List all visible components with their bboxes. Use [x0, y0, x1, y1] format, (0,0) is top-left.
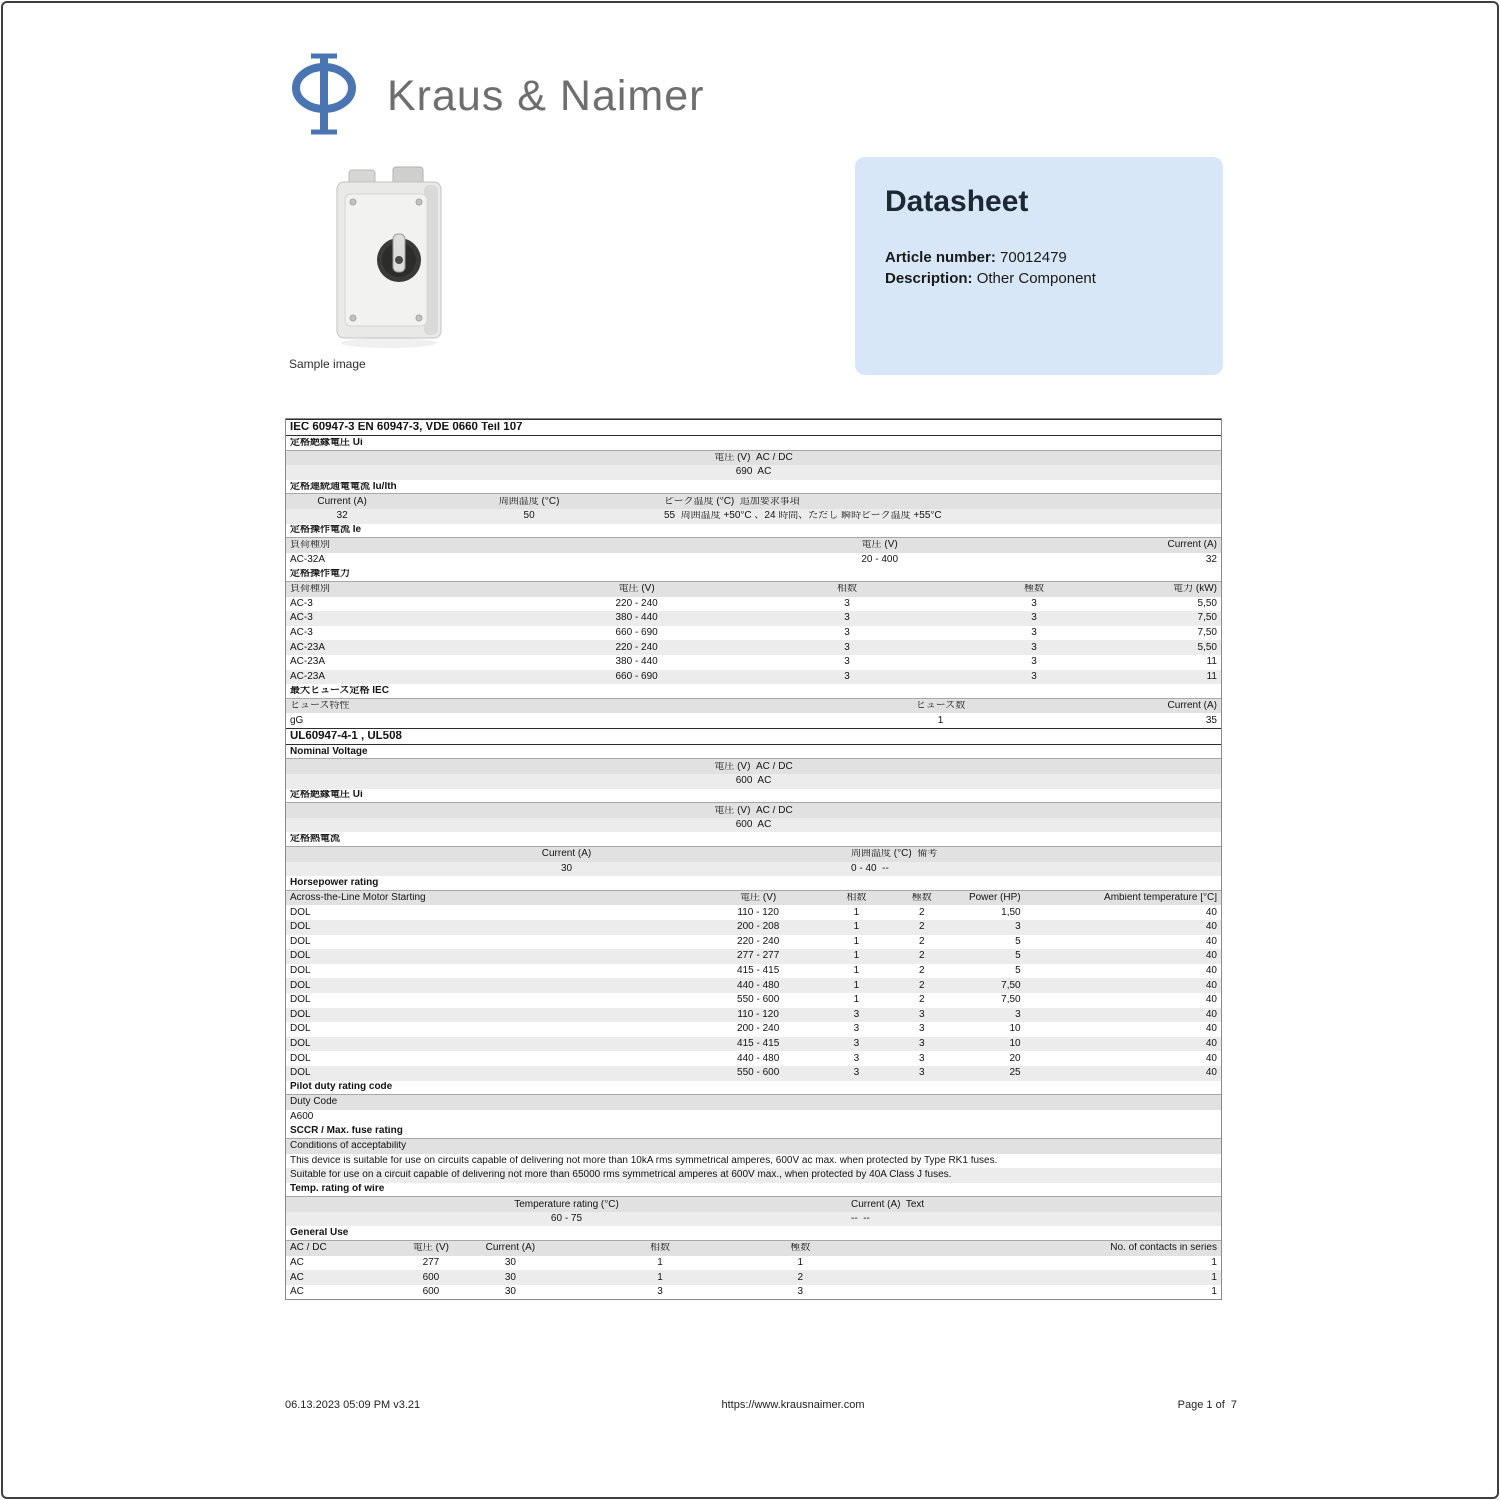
- cell: 200 - 240: [737, 1024, 780, 1035]
- cell: 3: [919, 1024, 925, 1035]
- cell: AC-23A: [290, 642, 326, 653]
- table-row: [286, 905, 1221, 920]
- cell: 20: [1009, 1053, 1021, 1064]
- cell: 3: [919, 1009, 925, 1020]
- cell: 最大ヒューズ定格 IEC: [290, 685, 389, 696]
- cell: 定格熱電流: [290, 834, 340, 845]
- cell: 5: [1015, 951, 1021, 962]
- cell: DOL: [290, 907, 311, 918]
- cell: ヒューズ数: [915, 700, 966, 711]
- cell: 電力 (kW): [1173, 584, 1217, 595]
- cell: 3: [853, 1039, 860, 1050]
- cell: 5,50: [1197, 642, 1217, 653]
- cell: 1: [937, 715, 944, 726]
- article-number-line: [885, 249, 1193, 266]
- description-line: [885, 270, 1193, 287]
- cell: 3: [844, 598, 850, 609]
- cell: 3: [844, 613, 850, 624]
- cell: No. of contacts in series: [1110, 1243, 1217, 1254]
- footer-url[interactable]: https://www.krausnaimer.com: [721, 1399, 865, 1411]
- cell: Across-the-Line Motor Starting: [290, 893, 426, 904]
- cell: 40: [1205, 951, 1217, 962]
- subsection-title-row: [286, 876, 1221, 891]
- cell: 40: [1205, 1068, 1217, 1079]
- cell: 3: [853, 1009, 860, 1020]
- cell: 30: [504, 1272, 516, 1283]
- cell: 定格絶縁電圧 Ui: [290, 437, 363, 448]
- spec-table: [285, 418, 1222, 1300]
- column-header-row: [286, 1139, 1221, 1154]
- cell: Current (A): [541, 849, 592, 860]
- subsection-title-row: [286, 1124, 1221, 1139]
- cell: 20 - 400: [861, 555, 899, 566]
- column-header-row: [286, 803, 1221, 818]
- cell: 3: [657, 1287, 663, 1298]
- cell: 3: [1031, 628, 1037, 639]
- cell: 1: [853, 995, 860, 1006]
- cell: 550 - 600: [737, 1068, 780, 1079]
- description-value: Other Component: [976, 270, 1096, 287]
- cell: 2: [919, 951, 925, 962]
- cell: AC: [290, 1272, 304, 1283]
- column-header-row: [286, 759, 1221, 774]
- cell: 電圧 (V) AC / DC: [714, 805, 793, 816]
- cell: 極数: [790, 1243, 811, 1254]
- table-row: [286, 818, 1221, 833]
- cell: Current (A) Text: [851, 1199, 925, 1210]
- cell: 3: [919, 1053, 925, 1064]
- cell: AC / DC: [290, 1243, 327, 1254]
- cell: General Use: [290, 1228, 349, 1239]
- cell: 負荷種別: [290, 584, 330, 595]
- column-header-row: [286, 699, 1221, 714]
- cell: 2: [919, 907, 925, 918]
- cell: 5: [1015, 966, 1021, 977]
- cell: DOL: [290, 1039, 311, 1050]
- cell: 3: [1015, 922, 1021, 933]
- cell: Ambient temperature [°C]: [1104, 893, 1217, 904]
- cell: 30: [504, 1287, 516, 1298]
- cell: 3: [797, 1287, 803, 1298]
- table-row: [286, 964, 1221, 979]
- cell: 3: [844, 628, 850, 639]
- cell: UL60947-4-1 , UL508: [290, 730, 402, 742]
- cell: 415 - 415: [737, 1039, 780, 1050]
- cell: This device is suitable for use on circuits capable of delivering not more than 10kA rms symmetrical amperes, 600V ac max. when protected by Type RK1 fuses.: [290, 1155, 998, 1166]
- subsection-title-row: [286, 524, 1221, 539]
- table-row: [286, 862, 1221, 877]
- cell: 5,50: [1197, 598, 1217, 609]
- cell: 40: [1205, 1009, 1217, 1020]
- cell: 2: [919, 995, 925, 1006]
- cell: 220 - 240: [615, 598, 658, 609]
- cell: AC-3: [290, 598, 313, 609]
- cell: 相数: [837, 584, 857, 595]
- cell: AC-23A: [290, 657, 326, 668]
- cell: 定格操作電流 Ie: [290, 525, 362, 536]
- table-row: [286, 509, 1221, 524]
- subsection-title-row: [286, 684, 1221, 699]
- cell: Horsepower rating: [290, 878, 379, 889]
- cell: 30: [560, 863, 573, 874]
- cell: Conditions of acceptability: [290, 1141, 407, 1152]
- cell: DOL: [290, 1009, 311, 1020]
- subsection-title-row: [286, 1226, 1221, 1241]
- cell: 40: [1205, 980, 1217, 991]
- column-header-row: [286, 451, 1221, 466]
- subsection-title-row: [286, 832, 1221, 847]
- article-number-label: Article number:: [885, 249, 996, 266]
- cell: 3: [853, 1068, 860, 1079]
- cell: 40: [1205, 1024, 1217, 1035]
- cell: 60 - 75: [550, 1214, 583, 1225]
- cell: 1: [657, 1272, 663, 1283]
- cell: 1: [853, 907, 860, 918]
- cell: -- --: [851, 1214, 870, 1225]
- cell: 3: [1031, 671, 1037, 682]
- cell: 極数: [911, 893, 932, 904]
- cell: 50: [523, 511, 535, 522]
- cell: Duty Code: [290, 1097, 338, 1108]
- cell: IEC 60947-3 EN 60947-3, VDE 0660 Teil 107: [290, 421, 523, 433]
- cell: Suitable for use on a circuit capable of delivering not more than 65000 rms symmetrical amperes at 600V max., when protected by 40A Class J fuses.: [290, 1170, 952, 1181]
- cell: 40: [1205, 1039, 1217, 1050]
- table-row: [286, 1270, 1221, 1285]
- column-header-row: [286, 582, 1221, 597]
- cell: 200 - 208: [737, 922, 780, 933]
- cell: 1: [1211, 1257, 1217, 1268]
- cell: 1: [853, 922, 860, 933]
- cell: 415 - 415: [737, 966, 780, 977]
- table-row: [286, 670, 1221, 685]
- cell: 3: [844, 657, 850, 668]
- cell: 40: [1205, 922, 1217, 933]
- cell: DOL: [290, 936, 311, 947]
- cell: 10: [1009, 1039, 1021, 1050]
- cell: 110 - 120: [737, 907, 779, 918]
- cell: Power (HP): [968, 893, 1021, 904]
- cell: 3: [853, 1024, 860, 1035]
- cell: 3: [844, 642, 850, 653]
- cell: 3: [1031, 598, 1037, 609]
- table-row: [286, 920, 1221, 935]
- subsection-title-row: [286, 789, 1221, 804]
- cell: 600: [422, 1287, 440, 1298]
- cell: 3: [919, 1068, 925, 1079]
- cell: 40: [1205, 995, 1217, 1006]
- cell: 電圧 (V): [740, 893, 777, 904]
- cell: 3: [1031, 642, 1037, 653]
- cell: 1: [1211, 1272, 1217, 1283]
- cell: 0 - 40 --: [851, 863, 889, 874]
- cell: 電圧 (V): [412, 1243, 449, 1254]
- cell: AC-3: [290, 613, 313, 624]
- cell: DOL: [290, 995, 311, 1006]
- cell: DOL: [290, 951, 311, 962]
- cell: 1: [1211, 1287, 1217, 1298]
- subsection-title-row: [286, 567, 1221, 582]
- table-row: [286, 1168, 1221, 1183]
- footer-page-number: Page 1 of 7: [1177, 1399, 1237, 1411]
- cell: 相数: [649, 1243, 670, 1254]
- column-header-row: [286, 538, 1221, 553]
- cell: 相数: [846, 893, 867, 904]
- table-row: [286, 553, 1221, 568]
- cell: 周囲温度 (°C) 備考: [851, 849, 938, 860]
- cell: 3: [853, 1053, 860, 1064]
- cell: 定格連続通電電流 Iu/Ith: [290, 481, 397, 492]
- table-row: [286, 465, 1221, 480]
- cell: 3: [919, 1039, 925, 1050]
- phi-logo-icon: [285, 52, 363, 141]
- cell: 定格操作電力: [290, 569, 350, 580]
- cell: 電圧 (V) AC / DC: [714, 761, 793, 772]
- table-row: [286, 993, 1221, 1008]
- subsection-title-row: [286, 1183, 1221, 1198]
- cell: 周囲温度 (°C): [498, 496, 560, 507]
- cell: 3: [1031, 657, 1037, 668]
- table-row: [286, 1110, 1221, 1125]
- article-number-value: 70012479: [1000, 249, 1067, 266]
- sample-image-caption: Sample image: [289, 357, 366, 371]
- cell: 220 - 240: [737, 936, 780, 947]
- cell: 600 AC: [735, 776, 772, 787]
- cell: 55 周囲温度 +50°C 、24 時間、ただし 瞬時ピーク温度 +55°C: [663, 511, 942, 522]
- cell: 2: [919, 980, 925, 991]
- cell: 220 - 240: [615, 642, 658, 653]
- cell: 660 - 690: [615, 671, 658, 682]
- cell: 2: [919, 922, 925, 933]
- product-sample-image: [329, 164, 455, 350]
- cell: 1: [797, 1257, 803, 1268]
- brand-name: Kraus & Naimer: [387, 72, 705, 120]
- cell: 110 - 120: [737, 1009, 779, 1020]
- cell: 3: [1015, 1009, 1021, 1020]
- cell: Temp. rating of wire: [290, 1184, 385, 1195]
- cell: Temperature rating (°C): [514, 1199, 619, 1210]
- cell: 32: [1205, 555, 1217, 566]
- column-header-row: [286, 1197, 1221, 1212]
- column-header-row: [286, 1095, 1221, 1110]
- cell: DOL: [290, 922, 311, 933]
- cell: SCCR / Max. fuse rating: [290, 1126, 403, 1137]
- table-row: [286, 640, 1221, 655]
- cell: 電圧 (V) AC / DC: [714, 452, 793, 463]
- cell: 660 - 690: [615, 628, 658, 639]
- description-label: Description:: [885, 270, 973, 287]
- cell: 10: [1009, 1024, 1021, 1035]
- cell: DOL: [290, 1024, 311, 1035]
- cell: 440 - 480: [737, 1053, 780, 1064]
- cell: 25: [1009, 1068, 1021, 1079]
- subsection-title-row: [286, 1081, 1221, 1096]
- subsection-title-row: [286, 436, 1221, 451]
- cell: 40: [1205, 936, 1217, 947]
- cell: 600 AC: [735, 820, 772, 831]
- cell: DOL: [290, 1068, 311, 1079]
- cell: 11: [1206, 657, 1217, 668]
- table-row: [286, 949, 1221, 964]
- cell: 7,50: [1197, 613, 1217, 624]
- cell: 380 - 440: [615, 657, 658, 668]
- cell: 1: [853, 966, 860, 977]
- cell: 380 - 440: [615, 613, 658, 624]
- cell: DOL: [290, 980, 311, 991]
- table-row: [286, 1008, 1221, 1023]
- cell: 1: [853, 980, 860, 991]
- cell: 2: [919, 966, 925, 977]
- cell: 40: [1205, 907, 1217, 918]
- table-row: [286, 611, 1221, 626]
- table-row: [286, 1051, 1221, 1066]
- cell: 600: [422, 1272, 440, 1283]
- cell: 2: [919, 936, 925, 947]
- cell: Pilot duty rating code: [290, 1082, 393, 1093]
- product-figure: [289, 164, 469, 371]
- cell: 7,50: [1001, 995, 1021, 1006]
- brand-logo: [285, 52, 704, 141]
- cell: 定格絶縁電圧 Ui: [290, 790, 363, 801]
- datasheet-title: Datasheet: [885, 185, 1029, 218]
- cell: ヒューズ特性: [290, 700, 350, 711]
- table-row: [286, 597, 1221, 612]
- table-row: [286, 626, 1221, 641]
- cell: 1: [853, 936, 860, 947]
- cell: 1: [853, 951, 860, 962]
- cell: ピーク温度 (°C) 追加要求事項: [663, 496, 800, 507]
- cell: Current (A): [1167, 700, 1217, 711]
- table-row: [286, 978, 1221, 993]
- cell: 3: [1031, 613, 1037, 624]
- cell: 40: [1205, 966, 1217, 977]
- table-row: [286, 655, 1221, 670]
- cell: AC-32A: [290, 555, 326, 566]
- footer-timestamp: 06.13.2023 05:09 PM v3.21: [285, 1399, 421, 1411]
- cell: 5: [1015, 936, 1021, 947]
- cell: 32: [336, 511, 348, 522]
- cell: 極数: [1024, 584, 1044, 595]
- column-header-row: [286, 494, 1221, 509]
- cell: AC-23A: [290, 671, 326, 682]
- cell: 3: [844, 671, 850, 682]
- table-row: [286, 1154, 1221, 1169]
- cell: Current (A): [317, 496, 367, 507]
- table-row: [286, 1066, 1221, 1081]
- cell: 7,50: [1197, 628, 1217, 639]
- table-row: [286, 774, 1221, 789]
- cell: 電圧 (V): [618, 584, 655, 595]
- column-header-row: [286, 847, 1221, 862]
- cell: 440 - 480: [737, 980, 780, 991]
- cell: 30: [504, 1257, 516, 1268]
- cell: 35: [1205, 715, 1217, 726]
- cell: 電圧 (V): [861, 540, 898, 551]
- cell: 550 - 600: [737, 995, 780, 1006]
- cell: 2: [797, 1272, 803, 1283]
- column-header-row: [286, 891, 1221, 906]
- cell: Current (A): [1167, 540, 1217, 551]
- cell: 11: [1206, 671, 1217, 682]
- cell: 277: [422, 1257, 440, 1268]
- section-header-row: [286, 728, 1221, 745]
- cell: AC-3: [290, 628, 313, 639]
- table-row: [286, 1212, 1221, 1227]
- cell: 1: [657, 1257, 663, 1268]
- table-row: [286, 1037, 1221, 1052]
- subsection-title-row: [286, 745, 1221, 760]
- subsection-title-row: [286, 480, 1221, 495]
- cell: 負荷種別: [290, 540, 330, 551]
- cell: DOL: [290, 1053, 311, 1064]
- table-row: [286, 1022, 1221, 1037]
- cell: 40: [1205, 1053, 1217, 1064]
- cell: gG: [290, 715, 304, 726]
- table-row: [286, 713, 1221, 728]
- cell: 277 - 277: [737, 951, 780, 962]
- table-row: [286, 1256, 1221, 1271]
- table-row: [286, 935, 1221, 950]
- column-header-row: [286, 1241, 1221, 1256]
- cell: AC: [290, 1257, 304, 1268]
- datasheet-info-card: [855, 157, 1223, 375]
- cell: A600: [290, 1112, 314, 1123]
- cell: 690 AC: [735, 467, 772, 478]
- cell: AC: [290, 1287, 304, 1298]
- table-row: [286, 1285, 1221, 1300]
- cell: 7,50: [1001, 980, 1021, 991]
- cell: Current (A): [485, 1243, 536, 1254]
- cell: 1,50: [1001, 907, 1021, 918]
- cell: Nominal Voltage: [290, 746, 368, 757]
- cell: DOL: [290, 966, 311, 977]
- section-header-row: [286, 419, 1221, 436]
